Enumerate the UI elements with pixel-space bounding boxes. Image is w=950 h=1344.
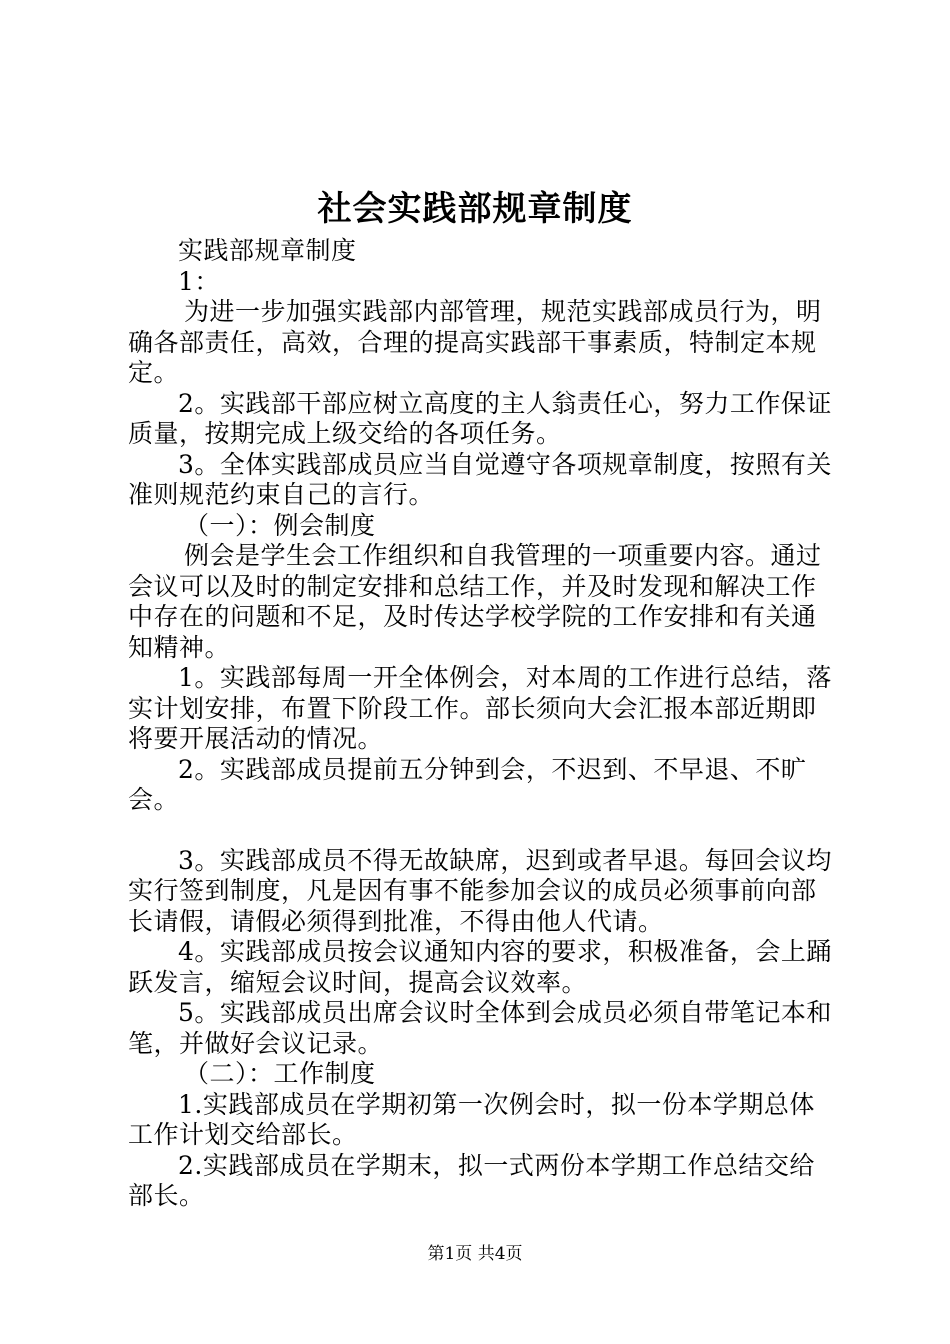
paragraph-spacer [128,816,838,846]
section-heading-work: （二）：工作制度 [184,1059,376,1088]
paragraph-meeting-rule-3: 3。实践部成员不得无故缺席，迟到或者早退。每回会议均实行签到制度，凡是因有事不能参加会议的成员必须事前向部长请假，请假必须得到批准，不得由他人代请。 [128,845,832,936]
paragraph-meeting-rule-2: 2。实践部成员提前五分钟到会，不迟到、不早退、不旷会。 [128,754,807,814]
paragraph-purpose: 为进一步加强实践部内部管理，规范实践部成员行为，明确各部责任，高效，合理的提高实践部干事素质，特制定本规定。 [128,297,822,387]
document-title: 社会实践部规章制度 [317,189,633,229]
paragraph-work-rule-1: 1.实践部成员在学期初第一次例会时，拟一份本学期总体工作计划交给部长。 [128,1089,815,1149]
paragraph-meeting-intro: 例会是学生会工作组织和自我管理的一项重要内容。通过会议可以及时的制定安排和总结工作，并及时发现和解决工作中存在的问题和不足，及时传达学校学院的工作安排和有关通知精神。 [128,541,822,662]
paragraph-meeting-rule-1: 1。实践部每周一开全体例会，对本周的工作进行总结，落实计划安排，布置下阶段工作。部长须向大会汇报本部近期即将要开展活动的情况。 [128,663,832,753]
paragraph-rule-2: 2。实践部干部应树立高度的主人翁责任心，努力工作保证质量，按期完成上级交给的各项任务。 [128,388,832,448]
paragraph-item-number: 1： [178,266,220,296]
paragraph-work-rule-2: 2.实践部成员在学期末，拟一式两份本学期工作总结交给部长。 [128,1150,815,1210]
page-footer: 第1页 共4页 [427,1244,523,1264]
paragraph-meeting-rule-4: 4。实践部成员按会议通知内容的要求，积极准备，会上踊跃发言，缩短会议时间，提高会议效率。 [128,937,832,997]
paragraph-meeting-rule-5: 5。实践部成员出席会议时全体到会成员必须自带笔记本和笔，并做好会议记录。 [128,998,832,1058]
paragraph-rule-3: 3。全体实践部成员应当自觉遵守各项规章制度，按照有关准则规范约束自己的言行。 [128,449,832,509]
document-body [128,236,838,1212]
section-heading-meeting: （一）：例会制度 [184,510,376,540]
paragraph-subtitle: 实践部规章制度 [178,236,357,265]
